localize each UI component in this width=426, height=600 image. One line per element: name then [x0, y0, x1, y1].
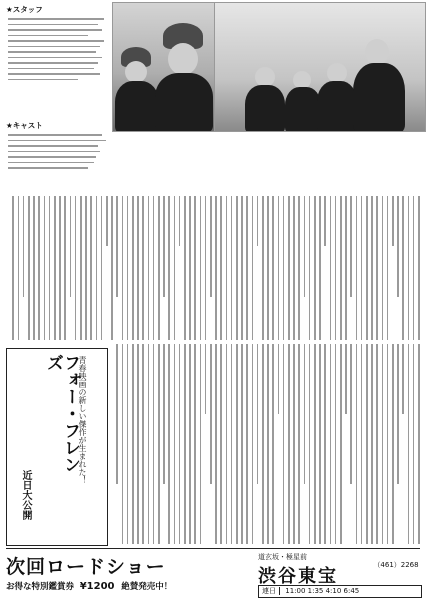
text-column	[90, 196, 92, 340]
text-column	[174, 344, 176, 544]
text-column	[267, 196, 269, 340]
text-column	[28, 196, 30, 340]
text-column	[392, 196, 394, 246]
bottom-divider	[6, 548, 420, 549]
text-column	[376, 344, 378, 544]
text-column	[382, 196, 384, 340]
text-column	[262, 196, 264, 340]
text-column	[163, 196, 165, 297]
text-column	[23, 196, 25, 297]
text-column	[18, 196, 20, 340]
text-column	[168, 344, 170, 544]
text-column	[413, 196, 415, 340]
text-column	[111, 196, 113, 340]
text-column	[85, 196, 87, 340]
text-column	[376, 196, 378, 340]
text-column	[49, 196, 51, 340]
text-column	[236, 344, 238, 544]
text-column	[75, 196, 77, 340]
text-column	[392, 344, 394, 544]
text-column	[215, 196, 217, 340]
text-column	[220, 344, 222, 544]
text-column	[304, 196, 306, 297]
text-column	[142, 344, 144, 544]
theater-name: 渋谷東宝	[258, 566, 338, 587]
text-column	[262, 344, 264, 544]
text-column	[200, 344, 202, 544]
text-column	[194, 196, 196, 340]
text-column	[402, 344, 404, 414]
text-column	[309, 344, 311, 544]
text-column	[64, 196, 66, 340]
text-column	[288, 196, 290, 340]
text-column	[278, 344, 280, 414]
text-column	[413, 344, 415, 544]
text-column	[293, 344, 295, 544]
text-column	[319, 196, 321, 340]
text-column	[158, 196, 160, 340]
text-column	[106, 196, 108, 246]
text-column	[340, 344, 342, 544]
text-column	[241, 196, 243, 340]
text-column	[330, 196, 332, 340]
text-column	[402, 196, 404, 340]
text-column	[54, 196, 56, 340]
text-column	[220, 196, 222, 340]
text-column	[278, 196, 280, 340]
text-column	[127, 344, 129, 544]
text-column	[142, 196, 144, 340]
showtimes-label: 連日	[259, 587, 280, 595]
text-column	[267, 344, 269, 544]
text-column	[330, 344, 332, 544]
text-column	[231, 344, 233, 544]
cast-heading: ★キャスト	[6, 121, 43, 130]
text-column	[179, 196, 181, 246]
text-column	[122, 196, 124, 340]
text-column	[116, 196, 118, 297]
text-column	[189, 196, 191, 340]
text-column	[101, 196, 103, 340]
text-column	[210, 196, 212, 297]
text-column	[252, 196, 254, 340]
text-column	[366, 344, 368, 544]
text-column	[408, 196, 410, 340]
text-column	[210, 344, 212, 484]
text-column	[314, 196, 316, 340]
text-column	[226, 344, 228, 544]
text-column	[153, 344, 155, 544]
text-column	[231, 196, 233, 340]
synopsis-text-lower	[112, 344, 422, 544]
text-column	[288, 344, 290, 544]
text-column	[12, 196, 14, 340]
text-column	[314, 344, 316, 544]
text-column	[345, 196, 347, 340]
film-release: 近日大公開	[20, 470, 31, 520]
text-column	[387, 344, 389, 544]
text-column	[137, 344, 139, 544]
text-column	[387, 196, 389, 340]
text-column	[293, 196, 295, 340]
text-column	[309, 196, 311, 340]
text-column	[397, 344, 399, 484]
text-column	[215, 344, 217, 544]
text-column	[163, 344, 165, 484]
text-column	[324, 344, 326, 544]
text-column	[132, 196, 134, 340]
text-column	[382, 344, 384, 544]
text-column	[205, 196, 207, 340]
text-column	[246, 344, 248, 544]
text-column	[272, 344, 274, 544]
text-column	[371, 196, 373, 340]
text-column	[418, 196, 420, 340]
ticket-row	[6, 580, 172, 592]
text-column	[340, 196, 342, 340]
text-column	[80, 196, 82, 340]
text-column	[179, 344, 181, 544]
showtimes-box	[258, 585, 422, 598]
text-column	[345, 344, 347, 414]
text-column	[298, 196, 300, 340]
ticket-sale-note: 絶賛発売中！	[121, 582, 173, 592]
text-column	[70, 196, 72, 297]
text-column	[361, 196, 363, 340]
text-column	[319, 344, 321, 544]
cast-credits	[8, 130, 108, 190]
text-column	[418, 344, 420, 544]
text-column	[122, 344, 124, 544]
text-column	[184, 344, 186, 544]
text-column	[148, 344, 150, 544]
text-column	[127, 196, 129, 340]
theater-phone: （461）2268	[373, 561, 419, 569]
text-column	[241, 344, 243, 544]
text-column	[272, 196, 274, 340]
text-column	[371, 344, 373, 544]
next-show-heading: 次回ロードショー	[6, 556, 166, 578]
text-column	[44, 196, 46, 340]
text-column	[96, 196, 98, 340]
text-column	[226, 196, 228, 340]
text-column	[189, 344, 191, 544]
text-column	[132, 344, 134, 544]
text-column	[174, 196, 176, 340]
text-column	[298, 344, 300, 544]
text-column	[350, 196, 352, 297]
text-column	[257, 196, 259, 246]
staff-heading: ★スタッフ	[6, 5, 43, 14]
text-column	[361, 344, 363, 544]
text-column	[246, 196, 248, 340]
text-column	[168, 196, 170, 340]
still-photo-cadets	[214, 2, 426, 132]
text-column	[59, 196, 61, 340]
text-column	[257, 344, 259, 484]
text-column	[33, 196, 35, 340]
text-column	[356, 344, 358, 544]
text-column	[148, 196, 150, 340]
text-column	[356, 196, 358, 340]
showtimes-times: 11:00 1:35 4:10 6:45	[285, 587, 360, 595]
text-column	[158, 344, 160, 544]
text-column	[236, 196, 238, 340]
text-column	[335, 196, 337, 340]
text-column	[350, 344, 352, 484]
ticket-label: お得な特別鑑賞券	[6, 582, 75, 592]
film-tagline: 青春映画の新しい傑作が生まれた！	[78, 356, 87, 484]
text-column	[184, 196, 186, 340]
text-column	[194, 344, 196, 544]
text-column	[252, 344, 254, 544]
theater-location: 道玄坂・極星前	[258, 553, 307, 561]
text-column	[153, 196, 155, 340]
film-title: フォー・フレンズ	[43, 354, 80, 473]
text-column	[335, 344, 337, 544]
text-column	[283, 196, 285, 340]
staff-credits	[8, 14, 108, 110]
still-photo-soldiers	[112, 2, 215, 132]
text-column	[304, 344, 306, 484]
text-column	[205, 344, 207, 414]
text-column	[116, 344, 118, 484]
text-column	[38, 196, 40, 340]
text-column	[283, 344, 285, 544]
text-column	[366, 196, 368, 340]
text-column	[324, 196, 326, 246]
text-column	[408, 344, 410, 544]
text-column	[200, 196, 202, 340]
ticket-price: ¥1200	[79, 581, 115, 592]
synopsis-text-upper	[6, 196, 422, 340]
text-column	[137, 196, 139, 340]
text-column	[397, 196, 399, 297]
